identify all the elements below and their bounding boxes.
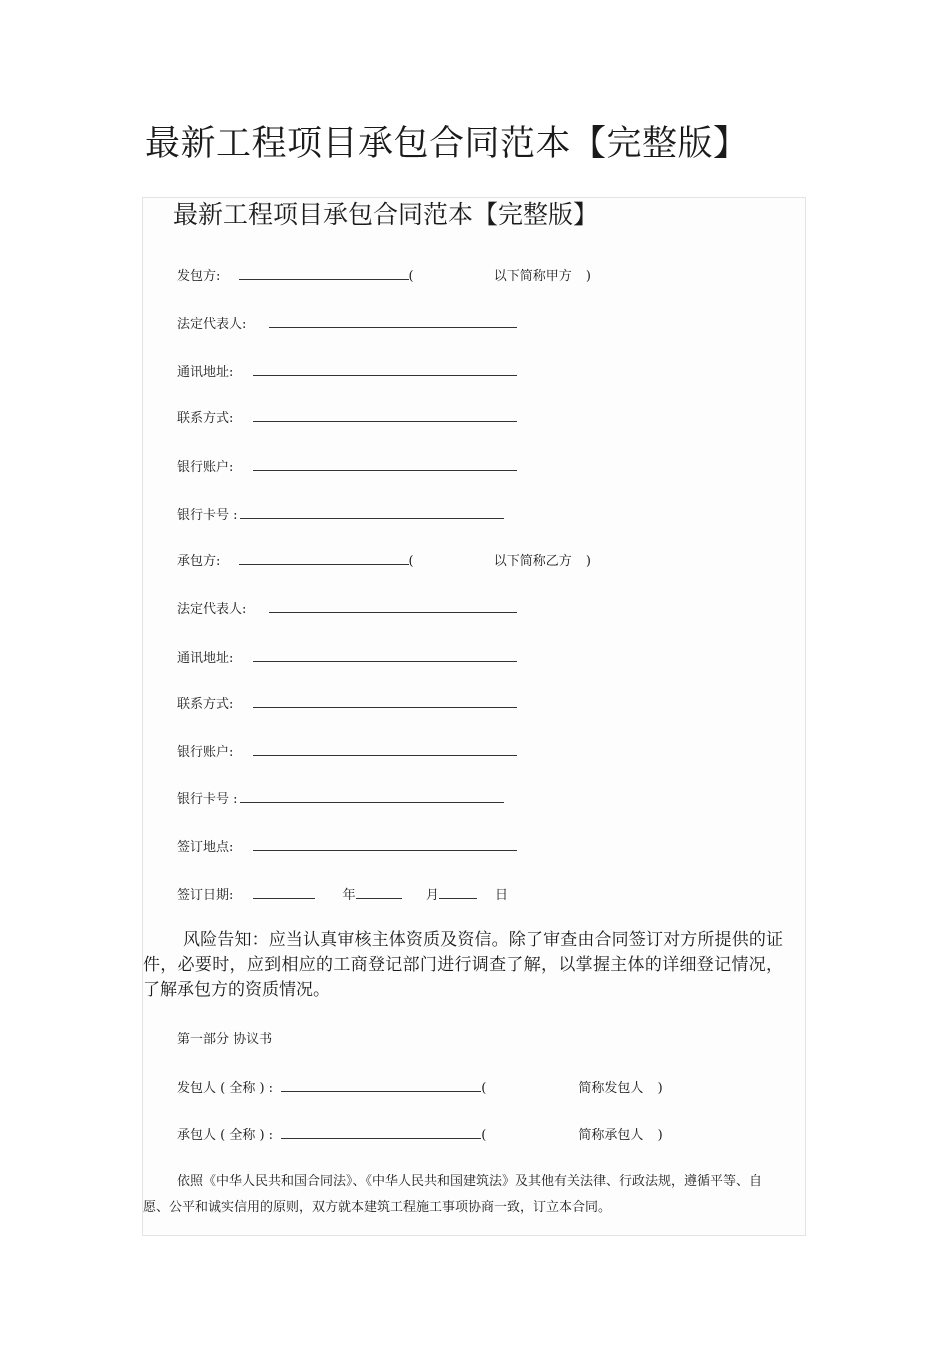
field-label: 法定代表人: — [177, 317, 247, 332]
sign-place-blank[interactable] — [253, 837, 517, 851]
field-label: 银行账户: — [177, 745, 234, 760]
contractor-paren-open: ( — [481, 1128, 487, 1143]
party-b-address-row — [177, 648, 517, 668]
address-blank[interactable] — [253, 362, 517, 376]
party-a-paren-open: ( — [408, 269, 414, 284]
party-b-row — [177, 551, 591, 571]
address-blank[interactable] — [253, 648, 517, 662]
employer-note: 简称发包人 — [578, 1081, 644, 1096]
basis-paragraph: 依照《中华人民共和国合同法》、《中华人民共和国建筑法》及其他有关法律、行政法规，遵循平等、自愿、公平和诚实信用的原则，双方就本建筑工程施工事项协商一致，订立本合同。 — [143, 1174, 763, 1215]
employer-paren-open: ( — [481, 1081, 487, 1096]
year-label: 年 — [342, 888, 356, 903]
employer-label: 发包人 ( 全称 ) : — [177, 1081, 274, 1096]
contact-blank[interactable] — [253, 408, 517, 422]
contractor-paren-close: ) — [657, 1128, 663, 1143]
field-label: 银行账户: — [177, 460, 234, 475]
field-label: 通讯地址: — [177, 651, 234, 666]
contractor-note: 简称承包人 — [578, 1128, 644, 1143]
contractor-label: 承包人 ( 全称 ) : — [177, 1128, 274, 1143]
document-page — [142, 197, 806, 1236]
sign-date-row — [177, 885, 508, 905]
party-a-representative-row — [177, 314, 517, 334]
representative-blank[interactable] — [269, 314, 517, 328]
card-number-blank[interactable] — [240, 789, 504, 803]
month-label: 月 — [425, 888, 439, 903]
employer-row — [177, 1078, 663, 1098]
party-a-bank-account-row — [177, 457, 517, 477]
party-b-bank-account-row — [177, 742, 517, 762]
day-label: 日 — [494, 888, 508, 903]
party-b-label: 承包方: — [177, 554, 221, 569]
party-b-contact-row — [177, 694, 517, 714]
party-a-blank[interactable] — [239, 266, 409, 280]
employer-paren-close: ) — [657, 1081, 663, 1096]
field-label: 银行卡号 : — [177, 508, 238, 523]
field-label: 联系方式: — [177, 697, 234, 712]
field-label: 银行卡号 : — [177, 792, 238, 807]
bank-account-blank[interactable] — [253, 457, 517, 471]
party-b-card-row — [177, 789, 504, 809]
bank-account-blank[interactable] — [253, 742, 517, 756]
party-a-label: 发包方: — [177, 269, 221, 284]
contractor-row — [177, 1125, 663, 1145]
sign-place-label: 签订地点: — [177, 840, 234, 855]
field-label: 联系方式: — [177, 411, 234, 426]
card-number-blank[interactable] — [240, 505, 504, 519]
party-a-paren-close: ) — [585, 269, 591, 284]
party-a-note: 以下简称甲方 — [493, 269, 572, 284]
party-b-note: 以下简称乙方 — [493, 554, 572, 569]
sign-place-row — [177, 837, 517, 857]
representative-blank[interactable] — [269, 599, 517, 613]
contact-blank[interactable] — [253, 694, 517, 708]
field-label: 通讯地址: — [177, 365, 234, 380]
party-a-row — [177, 266, 591, 286]
year-blank[interactable] — [253, 885, 315, 899]
contractor-blank[interactable] — [281, 1125, 481, 1139]
day-blank[interactable] — [439, 885, 477, 899]
party-b-blank[interactable] — [239, 551, 409, 565]
month-blank[interactable] — [356, 885, 402, 899]
part-one-heading: 第一部分 协议书 — [177, 1032, 273, 1047]
sign-date-label: 签订日期: — [177, 888, 234, 903]
risk-notice: 风险告知：应当认真审核主体资质及资信。除了审查由合同签订对方所提供的证件，必要时，应到相应的工商登记部门进行调查了解，以掌握主体的详细登记情况，了解承包方的资质情况。 — [143, 930, 783, 1000]
document-title: 最新工程项目承包合同范本【完整版】 — [145, 124, 749, 164]
party-b-paren-open: ( — [408, 554, 414, 569]
field-label: 法定代表人: — [177, 602, 247, 617]
party-b-representative-row — [177, 599, 517, 619]
party-b-paren-close: ) — [585, 554, 591, 569]
employer-blank[interactable] — [281, 1078, 481, 1092]
party-a-contact-row — [177, 408, 517, 428]
inner-title: 最新工程项目承包合同范本【完整版】 — [173, 200, 599, 229]
party-a-card-row — [177, 505, 504, 525]
party-a-address-row — [177, 362, 517, 382]
